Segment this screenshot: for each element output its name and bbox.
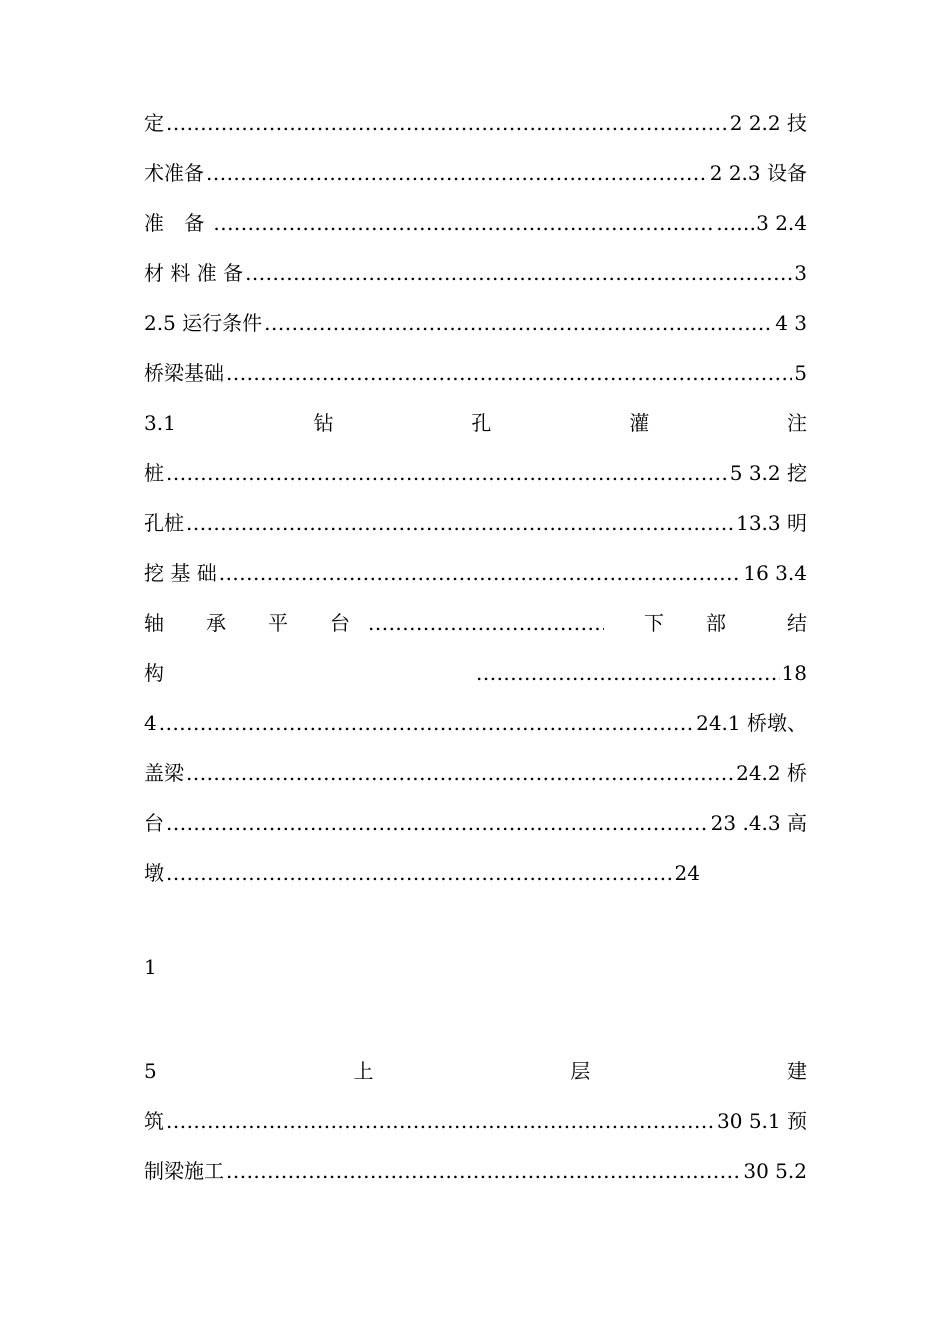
toc-entry-label: 材 料 准 备 — [144, 261, 244, 285]
toc-word: 建 — [786, 1059, 807, 1083]
toc-entry-label: 台 — [144, 811, 164, 835]
toc-word: 台 — [330, 611, 350, 635]
toc-entry-label: 孔桩 — [144, 511, 184, 535]
toc-word: 轴 — [144, 611, 164, 635]
toc-entry-15 — [144, 805, 807, 835]
toc-entry-label: 定 — [144, 111, 164, 135]
toc-entry-label: 2.5 运行条件 — [144, 311, 263, 335]
dot-leader — [213, 211, 714, 235]
toc-word: 孔 — [471, 411, 492, 435]
toc-word: 上 — [353, 1059, 374, 1083]
toc-entry-17 — [144, 1053, 807, 1083]
toc-entry-label: 桩 — [144, 461, 164, 485]
toc-entry-page: 23 .4.3 高 — [710, 811, 807, 835]
toc-word: 下 — [644, 611, 664, 635]
toc-word: 5 — [144, 1059, 157, 1083]
dot-leader — [245, 261, 792, 285]
dot-leader — [368, 611, 604, 635]
dot-leader — [226, 361, 792, 385]
dot-leader — [186, 761, 734, 785]
dot-leader — [476, 661, 780, 685]
toc-entry-19 — [144, 1153, 807, 1183]
toc-entry-page: 16 3.4 — [743, 561, 807, 585]
toc-word: 灌 — [629, 411, 650, 435]
toc-entry-page: 2 2.2 技 — [729, 111, 807, 135]
toc-entry-label: 墩 — [144, 861, 164, 885]
toc-entry-page: 5 — [794, 361, 807, 385]
toc-word: 注 — [787, 411, 807, 435]
toc-entry-10 — [144, 555, 807, 585]
toc-entry-14 — [144, 755, 807, 785]
toc-entry-1 — [144, 105, 807, 135]
page-number: 1 — [144, 955, 157, 979]
toc-entry-label: 构 — [144, 661, 164, 685]
toc-entry-4 — [144, 255, 807, 285]
toc-entry-page: 24 — [674, 861, 700, 885]
toc-entry-label: 桥梁基础 — [144, 361, 224, 385]
toc-word: 钻 — [313, 411, 334, 435]
toc-entry-label: 准 备 — [144, 211, 212, 235]
dot-leader — [226, 1159, 741, 1183]
toc-entry-label: 挖 基 础 — [144, 561, 217, 585]
toc-entry-page: 13.3 明 — [736, 511, 807, 535]
toc-entry-label: 术准备 — [144, 161, 204, 185]
toc-entry-page: 4 3 — [775, 311, 807, 335]
dot-leader — [166, 861, 673, 885]
toc-entry-16 — [144, 855, 700, 885]
toc-entry-label: 4 — [144, 711, 157, 735]
toc-entry-18 — [144, 1103, 807, 1133]
dot-leader — [166, 811, 709, 835]
toc-entry-9 — [144, 505, 807, 535]
toc-entry-label: 筑 — [144, 1109, 164, 1133]
dot-leader — [159, 711, 694, 735]
dot-leader — [166, 461, 728, 485]
toc-word: 3.1 — [144, 411, 176, 435]
toc-entry-label: 盖梁 — [144, 761, 184, 785]
toc-entry-page: 3 — [794, 261, 807, 285]
toc-entry-3 — [144, 205, 807, 235]
toc-word: 部 — [706, 611, 726, 635]
toc-entry-page: 18 — [781, 661, 807, 685]
dot-leader — [166, 1109, 715, 1133]
toc-entry-page: 24.1 桥墩、 — [696, 711, 807, 735]
toc-entry-2 — [144, 155, 807, 185]
toc-word: 承 — [206, 611, 226, 635]
toc-entry-label: 制梁施工 — [144, 1159, 224, 1183]
toc-word: 层 — [570, 1059, 591, 1083]
toc-word: 平 — [268, 611, 288, 635]
toc-entry-page: 24.2 桥 — [736, 761, 807, 785]
dot-leader — [206, 161, 708, 185]
dot-leader — [186, 511, 734, 535]
toc-entry-page: 30 5.1 预 — [717, 1109, 807, 1133]
toc-word: 结 — [787, 611, 807, 635]
toc-entry-page: 2 2.3 设备 — [709, 161, 807, 185]
dot-leader — [219, 561, 742, 585]
toc-entry-12 — [144, 655, 807, 685]
dot-leader — [264, 311, 773, 335]
toc-entry-7 — [144, 405, 807, 435]
toc-entry-page: ……3 2.4 — [716, 211, 807, 235]
toc-entry-13 — [144, 705, 807, 735]
toc-entry-page: 30 5.2 — [743, 1159, 807, 1183]
dot-leader — [166, 111, 728, 135]
toc-entry-page: 5 3.2 挖 — [729, 461, 807, 485]
toc-entry-8 — [144, 455, 807, 485]
toc-entry-6 — [144, 355, 807, 385]
toc-entry-11 — [144, 605, 807, 635]
toc-entry-5 — [144, 305, 807, 335]
